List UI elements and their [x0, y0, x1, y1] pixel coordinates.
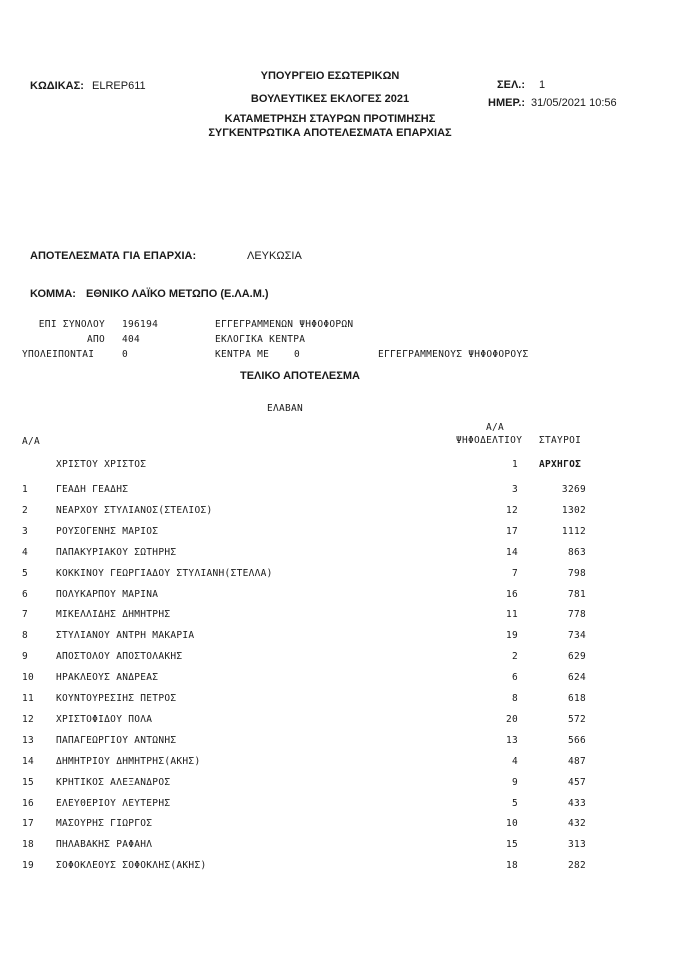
ballot-number: 14 [505, 547, 518, 558]
code-label: ΚΩΔΙΚΑΣ: [30, 80, 84, 92]
row-number: 6 [22, 589, 29, 600]
table-row [0, 547, 692, 561]
ballot-number: 12 [505, 505, 518, 516]
remaining-value: 0 [122, 349, 129, 360]
party-label: ΚΟΜΜΑ: [30, 288, 76, 300]
ballot-number: 9 [511, 777, 518, 788]
row-number: 14 [22, 756, 35, 767]
crosses-count: 618 [567, 693, 586, 704]
candidate-name: ΝΕΑΡΧΟΥ ΣΤΥΛΙΑΝΟΣ(ΣΤΕΛΙΟΣ) [56, 505, 213, 516]
candidate-name: ΑΠΟΣΤΟΛΟΥ ΑΠΟΣΤΟΛΑΚΗΣ [56, 651, 183, 662]
ballot-number: 8 [511, 693, 518, 704]
ballot-number: 15 [505, 839, 518, 850]
table-row [0, 693, 692, 707]
ballot-number: 2 [511, 651, 518, 662]
col-crosses-header: ΣΤΑΥΡΟΙ [539, 435, 582, 446]
ballot-number: 6 [511, 672, 518, 683]
code-value: ELREP611 [92, 80, 146, 92]
crosses-count: 566 [567, 735, 586, 746]
candidate-name: ΣΟΦΟΚΛΕΟΥΣ ΣΟΦΟΚΛΗΣ(ΑΚΗΣ) [56, 860, 207, 871]
candidate-name: ΠΟΛΥΚΑΡΠΟΥ ΜΑΡΙΝΑ [56, 589, 159, 600]
table-row [0, 735, 692, 749]
col-ballot-aa-header: Α/Α [485, 422, 505, 433]
candidate-name: ΠΗΛΑΒΑΚΗΣ ΡΑΦΑΗΛ [56, 839, 153, 850]
party-value: ΕΘΝΙΚΟ ΛΑΪΚΟ ΜΕΤΩΠΟ (Ε.ΛΑ.Μ.) [86, 288, 269, 300]
ballot-number: 19 [505, 630, 518, 641]
row-number: 17 [22, 818, 35, 829]
remaining-label: ΥΠΟΛΕΙΠΟΝΤΑΙ [22, 349, 95, 360]
col-ballot-header: ΨΗΦΟΔΕΛΤΙΟΥ [456, 435, 523, 446]
crosses-count: 3269 [561, 484, 586, 495]
district-label: ΑΠΟΤΕΛΕΣΜΑΤΑ ΓΙΑ ΕΠΑΡΧΙΑ: [30, 250, 197, 262]
row-number: 13 [22, 735, 35, 746]
crosses-count: 313 [567, 839, 586, 850]
candidate-name: ΠΑΠΑΚΥΡΙΑΚΟΥ ΣΩΤΗΡΗΣ [56, 547, 177, 558]
ballot-number: 3 [511, 484, 518, 495]
centers-desc: ΕΓΓΕΓΡΑΜΜΕΝΟΥΣ ΨΗΦΟΦΟΡΟΥΣ [378, 349, 529, 360]
candidate-name: ΚΟΥΝΤΟΥΡΕΣΙΗΣ ΠΕΤΡΟΣ [56, 693, 177, 704]
row-number: 10 [22, 672, 35, 683]
crosses-count: 433 [567, 798, 586, 809]
candidate-name: ΓΕΑΔΗ ΓΕΑΔΗΣ [56, 484, 129, 495]
crosses-count: 572 [567, 714, 586, 725]
ballot-number: 11 [505, 609, 518, 620]
ministry-title: ΥΠΟΥΡΓΕΙΟ ΕΣΩΤΕΡΙΚΩΝ [260, 70, 400, 82]
district-value: ΛΕΥΚΩΣΙΑ [247, 250, 302, 262]
table-row [0, 630, 692, 644]
ballot-number: 4 [511, 756, 518, 767]
col-aa-header: Α/Α [22, 436, 41, 447]
ballot-number: 17 [505, 526, 518, 537]
crosses-count: 778 [567, 609, 586, 620]
table-row [0, 818, 692, 832]
row-number: 18 [22, 839, 35, 850]
ballot-number: 18 [505, 860, 518, 871]
row-number: 15 [22, 777, 35, 788]
crosses-count: 863 [567, 547, 586, 558]
candidate-name: ΚΟΚΚΙΝΟΥ ΓΕΩΡΓΙΑΔΟΥ ΣΤΥΛΙΑΝΗ(ΣΤΕΛΛΑ) [56, 568, 273, 579]
final-result-heading: ΤΕΛΙΚΟ ΑΠΟΤΕΛΕΣΜΑ [240, 370, 360, 382]
ballot-number: 5 [511, 798, 518, 809]
page-value: 1 [539, 79, 546, 91]
table-row [0, 526, 692, 540]
row-number: 1 [22, 484, 29, 495]
candidate-name: ΚΡΗΤΙΚΟΣ ΑΛΕΞΑΝΔΡΟΣ [56, 777, 171, 788]
table-row [0, 860, 692, 874]
row-number: 2 [22, 505, 29, 516]
centers-value: 0 [294, 349, 301, 360]
candidate-name: ΕΛΕΥΘΕΡΙΟΥ ΛΕΥΤΕΡΗΣ [56, 798, 171, 809]
date-value: 31/05/2021 10:56 [531, 97, 617, 109]
row-number: 12 [22, 714, 35, 725]
from-value: 404 [122, 334, 141, 345]
table-row [0, 672, 692, 686]
crosses-count: 734 [567, 630, 586, 641]
table-row [0, 777, 692, 791]
total-value: 196194 [122, 319, 159, 330]
row-number: 11 [22, 693, 35, 704]
page-label: ΣΕΛ.: [497, 79, 525, 91]
report-title-1: ΚΑΤΑΜΕΤΡΗΣΗ ΣΤΑΥΡΩΝ ΠΡΟΤΙΜΗΣΗΣ [224, 113, 436, 125]
received-heading: ΕΛΑΒΑΝ [266, 403, 304, 414]
crosses-count: 798 [567, 568, 586, 579]
candidate-name: ΧΡΙΣΤΟΦΙΔΟΥ ΠΟΛΑ [56, 714, 153, 725]
candidate-name: ΣΤΥΛΙΑΝΟΥ ΑΝΤΡΗ ΜΑΚΑΡΙΑ [56, 630, 195, 641]
crosses-count: 487 [567, 756, 586, 767]
row-number: 19 [22, 860, 35, 871]
table-row [0, 839, 692, 853]
row-number: 4 [22, 547, 29, 558]
candidate-name: ΗΡΑΚΛΕΟΥΣ ΑΝΔΡΕΑΣ [56, 672, 159, 683]
crosses-count: 624 [567, 672, 586, 683]
table-row [0, 756, 692, 770]
date-label: ΗΜΕΡ.: [488, 97, 526, 109]
table-row [0, 568, 692, 582]
row-number: 7 [22, 609, 29, 620]
ballot-number: 20 [505, 714, 518, 725]
total-desc: ΕΓΓΕΓΡΑΜΜΕΝΩΝ ΨΗΦΟΦΟΡΩΝ [215, 319, 354, 330]
candidate-name: ΡΟΥΣΟΓΕΝΗΣ ΜΑΡΙΟΣ [56, 526, 159, 537]
table-row [0, 651, 692, 665]
crosses-count: 1302 [561, 505, 586, 516]
table-row [0, 589, 692, 603]
candidate-name: ΔΗΜΗΤΡΙΟΥ ΔΗΜΗΤΡΗΣ(ΑΚΗΣ) [56, 756, 201, 767]
crosses-count: 457 [567, 777, 586, 788]
leader-name: ΧΡΙΣΤΟΥ ΧΡΙΣΤΟΣ [56, 459, 147, 470]
candidate-name: ΜΑΣΟΥΡΗΣ ΓΙΩΡΓΟΣ [56, 818, 153, 829]
row-number: 9 [22, 651, 29, 662]
row-number: 3 [22, 526, 29, 537]
report-title-2: ΣΥΓΚΕΝΤΡΩΤΙΚΑ ΑΠΟΤΕΛΕΣΜΑΤΑ ΕΠΑΡΧΙΑΣ [208, 127, 452, 139]
table-row [0, 609, 692, 623]
crosses-count: 781 [567, 589, 586, 600]
ballot-number: 16 [505, 589, 518, 600]
from-desc: ΕΚΛΟΓΙΚΑ ΚΕΝΤΡΑ [215, 334, 306, 345]
table-row [0, 714, 692, 728]
total-label: ΕΠΙ ΣΥΝΟΛΟΥ [38, 319, 105, 330]
table-row [0, 484, 692, 498]
from-label: ΑΠΟ [86, 334, 105, 345]
row-number: 16 [22, 798, 35, 809]
candidate-name: ΠΑΠΑΓΕΩΡΓΙΟΥ ΑΝΤΩΝΗΣ [56, 735, 177, 746]
table-row [0, 798, 692, 812]
crosses-count: 629 [567, 651, 586, 662]
row-number: 8 [22, 630, 29, 641]
candidate-name: ΜΙΚΕΛΛΙΔΗΣ ΔΗΜΗΤΡΗΣ [56, 609, 171, 620]
row-number: 5 [22, 568, 29, 579]
centers-label: ΚΕΝΤΡΑ ΜΕ [215, 349, 270, 360]
leader-crosses: ΑΡΧΗΓΟΣ [539, 459, 582, 470]
ballot-number: 13 [505, 735, 518, 746]
leader-ballot: 1 [511, 459, 518, 470]
election-title: ΒΟΥΛΕΥΤΙΚΕΣ ΕΚΛΟΓΕΣ 2021 [250, 93, 410, 105]
ballot-number: 10 [505, 818, 518, 829]
crosses-count: 282 [567, 860, 586, 871]
ballot-number: 7 [511, 568, 518, 579]
table-row [0, 505, 692, 519]
crosses-count: 432 [567, 818, 586, 829]
crosses-count: 1112 [561, 526, 586, 537]
